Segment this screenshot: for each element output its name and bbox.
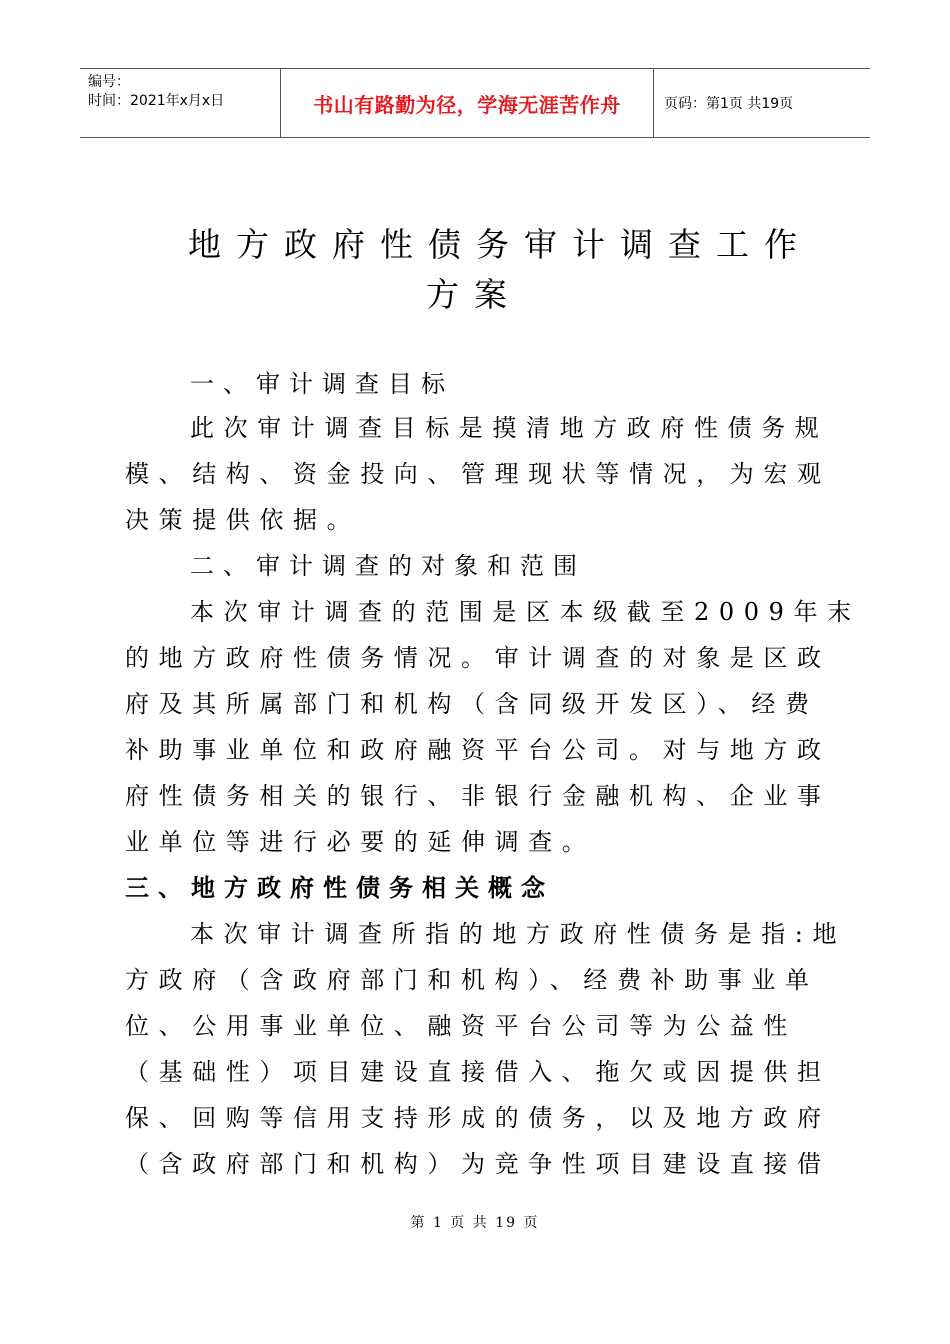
- paragraph-line: 方政府（含政府部门和机构）、经费补助事业单: [125, 966, 819, 994]
- paragraph-line: 本次审计调查的范围是区本级截至2009年末: [190, 598, 861, 626]
- paragraph-line: 府性债务相关的银行、非银行金融机构、企业事: [125, 782, 831, 810]
- section-heading-1: 一、审计调查目标: [190, 370, 454, 398]
- paragraph-line: 本次审计调查所指的地方政府性债务是指:地: [190, 920, 847, 948]
- document-number-label: 编号：: [88, 74, 130, 90]
- section-heading-2: 二、审计调查的对象和范围: [190, 552, 586, 580]
- document-header: [80, 68, 870, 138]
- paragraph-line: 决策提供依据。: [125, 506, 361, 534]
- paragraph-line: 模、结构、资金投向、管理现状等情况，为宏观: [125, 460, 831, 488]
- paragraph-line: 位、公用事业单位、融资平台公司等为公益性: [125, 1012, 797, 1040]
- header-meta: [80, 69, 281, 137]
- document-title: [188, 220, 828, 320]
- paragraph-line: 补助事业单位和政府融资平台公司。对与地方政: [125, 736, 831, 764]
- paragraph-line: 业单位等进行必要的延伸调查。: [125, 828, 596, 856]
- paragraph-line: （含政府部门和机构）为竞争性项目建设直接借: [125, 1150, 831, 1178]
- paragraph-line: 此次审计调查目标是摸清地方政府性债务规: [190, 414, 829, 442]
- paragraph-line: 的地方政府性债务情况。审计调查的对象是区政: [125, 644, 831, 672]
- paragraph-line: （基础性）项目建设直接借入、拖欠或因提供担: [125, 1058, 831, 1086]
- section-heading-3: 三、地方政府性债务相关概念: [125, 874, 554, 902]
- title-line-1: 地方政府性债务审计调查工作: [188, 225, 812, 264]
- paragraph-line: 府及其所属部门和机构（含同级开发区）、经费: [125, 690, 819, 718]
- document-time-label: 时间：2021年x月x日: [88, 93, 225, 109]
- title-line-2: 方案: [426, 275, 522, 314]
- page-footer: 第 1 页 共 19 页: [410, 1215, 540, 1231]
- header-page-info: 页码：第1页 共19页: [664, 96, 794, 112]
- header-motto: 书山有路勤为径，学海无涯苦作舟: [313, 92, 621, 117]
- paragraph-line: 保、回购等信用支持形成的债务，以及地方政府: [125, 1104, 831, 1132]
- header-motto-cell: [281, 69, 654, 137]
- header-page-cell: [654, 69, 870, 137]
